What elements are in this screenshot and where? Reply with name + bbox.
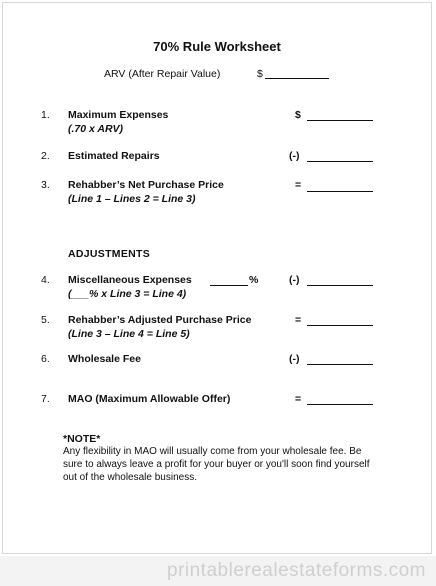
line-3-symbol: =: [295, 179, 302, 191]
arv-blank: [265, 78, 329, 79]
line-7-symbol: =: [295, 393, 302, 405]
line-2-symbol: (-): [289, 150, 300, 162]
line-5-blank: [307, 325, 373, 326]
footer-bar: [0, 556, 436, 586]
adjustments-heading: ADJUSTMENTS: [68, 248, 151, 260]
line-2-blank: [307, 161, 373, 162]
line-5-symbol: =: [295, 314, 302, 326]
note-title: *NOTE*: [63, 433, 101, 445]
line-1-symbol: $: [295, 109, 301, 121]
worksheet-page: [2, 2, 432, 554]
line-4-percent-blank: [210, 285, 248, 286]
note-body: Any flexibility in MAO will usually come from your wholesale fee. Be sure to always leave a profit for your buyer or you'll soon find yourself out of the wholesale business.: [63, 446, 370, 483]
line-1-formula: (.70 x ARV): [68, 123, 124, 135]
line-5-label: Rehabber’s Adjusted Purchase Price: [68, 314, 252, 326]
line-4-number: 4.: [41, 274, 50, 286]
line-1-label: Maximum Expenses: [68, 109, 169, 121]
line-1-blank: [307, 120, 373, 121]
line-4-percent-sign: %: [249, 274, 259, 286]
line-2-number: 2.: [41, 150, 50, 162]
line-5-formula: (Line 3 – Line 4 = Line 5): [68, 328, 190, 340]
line-3-formula: (Line 1 – Lines 2 = Line 3): [68, 193, 196, 205]
line-4-symbol: (-): [289, 274, 300, 286]
arv-label: ARV (After Repair Value): [104, 68, 221, 80]
line-7-label: MAO (Maximum Allowable Offer): [68, 393, 231, 405]
line-2-label: Estimated Repairs: [68, 150, 160, 162]
line-6-number: 6.: [41, 353, 50, 365]
line-3-blank: [307, 191, 373, 192]
line-6-symbol: (-): [289, 353, 300, 365]
line-7-blank: [307, 404, 373, 405]
line-4-blank: [307, 285, 373, 286]
line-3-label: Rehabber’s Net Purchase Price: [68, 179, 224, 191]
line-5-number: 5.: [41, 314, 50, 326]
line-4-label: Miscellaneous Expenses: [68, 274, 192, 286]
footer-watermark[interactable]: printablerealestateforms.com: [167, 560, 426, 581]
line-7-number: 7.: [41, 393, 50, 405]
line-3-number: 3.: [41, 179, 50, 191]
line-6-blank: [307, 364, 373, 365]
line-4-formula: (___% x Line 3 = Line 4): [68, 288, 187, 300]
worksheet-title: 70% Rule Worksheet: [153, 39, 281, 54]
line-1-number: 1.: [41, 109, 50, 121]
arv-currency: $: [257, 68, 263, 80]
line-6-label: Wholesale Fee: [68, 353, 141, 365]
